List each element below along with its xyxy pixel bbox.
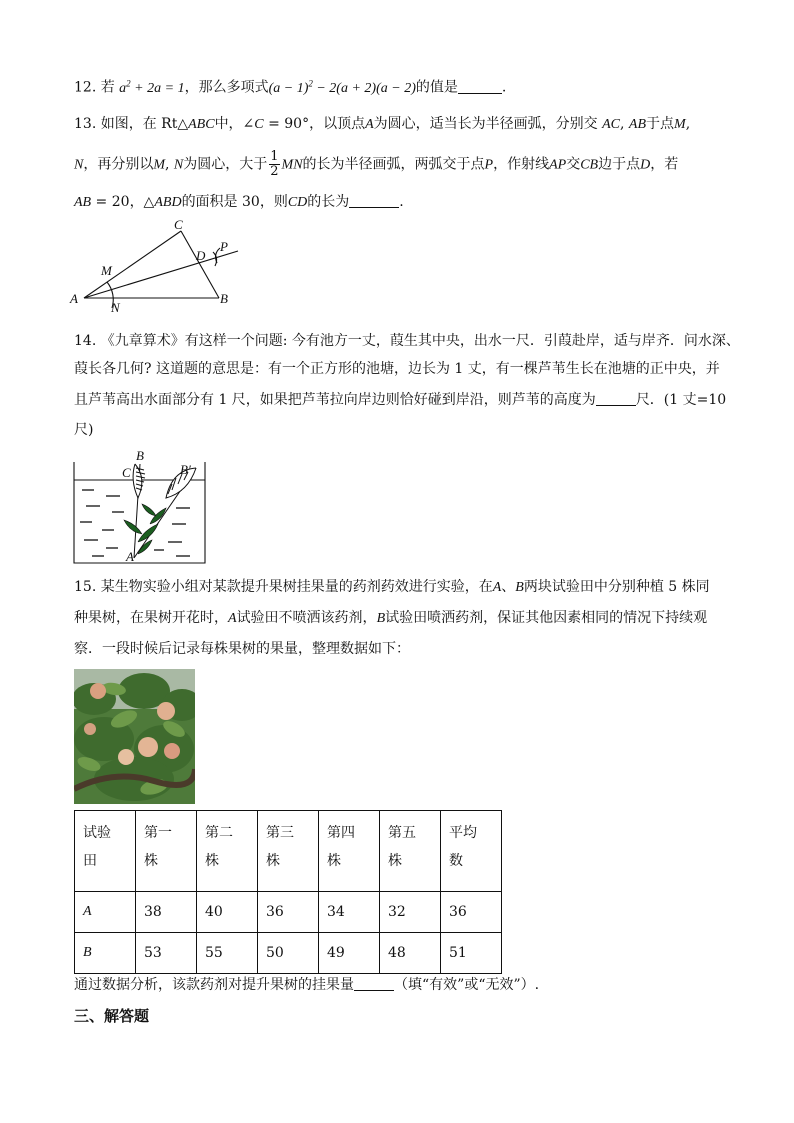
question-14-line-4: 尺) bbox=[74, 422, 94, 438]
question-13-line-1: 13. 如图，在 Rt△ABC中，∠C = 90°，以顶点A为圆心，适当长为半径画弧，分别交 AC, AB于点M, bbox=[74, 116, 691, 132]
table-row bbox=[75, 892, 502, 933]
table-cell: 36 bbox=[441, 892, 502, 933]
table-cell: 32 bbox=[380, 892, 441, 933]
segment-cb bbox=[181, 231, 219, 298]
table-header-row bbox=[75, 811, 502, 892]
label-m: M bbox=[101, 263, 112, 278]
answer-blank[interactable] bbox=[458, 79, 502, 94]
question-15-conclusion: 通过数据分析，该款药剂对提升果树的挂果量 （填“有效”或“无效”）. bbox=[74, 977, 540, 993]
segment-ac bbox=[84, 231, 181, 298]
triangle-figure bbox=[66, 218, 246, 316]
fruit-yield-table bbox=[74, 810, 502, 974]
header-cell: 第一 株 bbox=[136, 811, 197, 892]
header-cell: 第四 株 bbox=[319, 811, 380, 892]
label-a: A bbox=[126, 549, 134, 564]
label-a: A bbox=[70, 291, 78, 306]
fraction-half: $\frac{1}{2}$ bbox=[270, 149, 279, 179]
table-row bbox=[75, 933, 502, 974]
label-b-prime: B′ bbox=[180, 462, 191, 477]
label-p: P bbox=[220, 239, 228, 254]
question-14-line-2: 葭长各几何? 这道题的意思是：有一个正方形的池塘，边长为 1 丈，有一棵芦苇生长在池塘的正中央，并 bbox=[74, 361, 720, 377]
label-n: N bbox=[111, 300, 120, 315]
table-cell: B bbox=[75, 933, 136, 974]
question-13-line-3: AB = 20，△ABD的面积是 30，则CD的长为 . bbox=[74, 194, 404, 210]
answer-blank[interactable] bbox=[354, 976, 394, 991]
label-c: C bbox=[174, 218, 183, 232]
question-15-line-2: 种果树，在果树开花时，A试验田不喷洒该药剂，B试验田喷洒药剂，保证其他因素相同的情况下持续观 bbox=[74, 610, 708, 626]
question-15-line-3: 察．一段时候后记录每株果树的果量，整理数据如下： bbox=[74, 641, 410, 657]
header-cell: 平均 数 bbox=[441, 811, 502, 892]
header-cell: 第五 株 bbox=[380, 811, 441, 892]
header-cell: 试验 田 bbox=[75, 811, 136, 892]
q12-expression: $(a - 1)^2 - 2(a + 2)(a - 2)$ bbox=[268, 78, 416, 96]
reed-leaves bbox=[124, 504, 166, 554]
section-heading: 三、解答题 bbox=[74, 1007, 150, 1025]
header-cell: 第三 株 bbox=[258, 811, 319, 892]
table-cell: 53 bbox=[136, 933, 197, 974]
q12-equation: $a^2 + 2a = 1$ bbox=[119, 78, 185, 96]
table-cell: 49 bbox=[319, 933, 380, 974]
apple-tree-photo bbox=[74, 669, 195, 804]
table-cell: 48 bbox=[380, 933, 441, 974]
question-12: 12. 若 $a^2 + 2a = 1$，那么多项式$(a - 1)^2 - 2(a + 2)(a - 2)$的值是 . bbox=[74, 78, 507, 96]
table-cell: 36 bbox=[258, 892, 319, 933]
table-cell: 51 bbox=[441, 933, 502, 974]
table-cell: 40 bbox=[197, 892, 258, 933]
header-cell: 第二 株 bbox=[197, 811, 258, 892]
answer-blank[interactable] bbox=[349, 193, 399, 208]
label-b: B bbox=[220, 291, 228, 306]
question-14-line-1: 14. 《九章算术》有这样一个问题: 今有池方一丈，葭生其中央，出水一尺．引葭赴岸，适与岸齐．问水深、 bbox=[74, 333, 740, 349]
pond-figure bbox=[72, 450, 208, 566]
label-c: C bbox=[122, 465, 131, 480]
q14-number: 14. bbox=[74, 333, 97, 349]
label-d: D bbox=[196, 248, 206, 263]
table-cell: 38 bbox=[136, 892, 197, 933]
table-cell: A bbox=[75, 892, 136, 933]
q12-number: 12. bbox=[74, 79, 97, 96]
q13-number: 13. bbox=[74, 116, 97, 132]
table-cell: 50 bbox=[258, 933, 319, 974]
label-b: B bbox=[136, 450, 144, 463]
table-cell: 34 bbox=[319, 892, 380, 933]
answer-blank[interactable] bbox=[596, 391, 636, 406]
question-13-line-2: N，再分别以M, N为圆心，大于 $\frac{1}{2}$ MN的长为半径画弧，两弧交于点P，作射线AP交CB边于点D，若 bbox=[74, 149, 679, 179]
question-15-line-1: 15. 某生物实验小组对某款提升果树挂果量的药剂药效进行实验，在A、B两块试验田中分别种植 5 株同 bbox=[74, 579, 710, 595]
question-14-line-3: 且芦苇高出水面部分有 1 尺，如果把芦苇拉向岸边则恰好碰到岸沿，则芦苇的高度为 尺．(1 丈=10 bbox=[74, 392, 727, 408]
q15-number: 15. bbox=[74, 579, 97, 595]
table-cell: 55 bbox=[197, 933, 258, 974]
